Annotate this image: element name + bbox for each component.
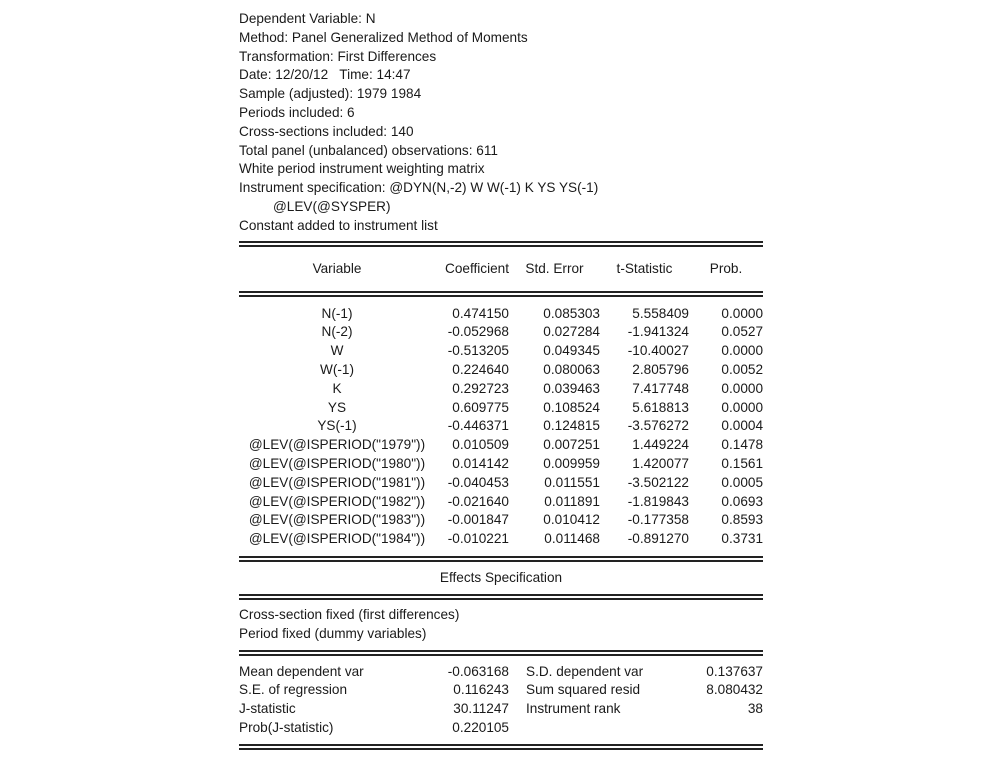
prob-value: 0.1478 [721, 437, 763, 453]
stat-label: Sum squared resid [526, 682, 641, 698]
variable-name: @LEV(@ISPERIOD("1983")) [248, 512, 426, 528]
table-row [239, 399, 763, 418]
coefficient-value: -0.001847 [447, 512, 509, 528]
header-line: Cross-sections included: 140 [239, 123, 414, 139]
table-row [239, 342, 763, 361]
prob-value: 0.0000 [721, 380, 763, 396]
coefficient-value: 0.474150 [452, 305, 509, 321]
coefficient-value: 0.609775 [452, 399, 509, 415]
prob-value: 0.0005 [721, 474, 763, 490]
col-header-variable: Variable [312, 260, 362, 276]
std-error-value: 0.010412 [543, 512, 600, 528]
coefficient-value: 0.014142 [452, 455, 509, 471]
table-row [239, 530, 763, 549]
stat-label: Instrument rank [526, 701, 621, 717]
header-line: Dependent Variable: N [239, 11, 376, 26]
stat-value: 0.220105 [452, 719, 509, 735]
table-row [239, 436, 763, 455]
t-statistic-value: 1.420077 [632, 455, 689, 471]
variable-name: YS [327, 399, 347, 415]
coefficient-value: 0.224640 [452, 361, 509, 377]
coefficient-value: -0.052968 [447, 324, 509, 340]
coefficient-value: 0.292723 [452, 380, 509, 396]
t-statistic-value: -10.40027 [627, 343, 689, 359]
std-error-value: 0.007251 [543, 437, 600, 453]
variable-name: W(-1) [320, 361, 354, 377]
header-line: Sample (adjusted): 1979 1984 [239, 86, 422, 102]
stat-value: 30.11247 [453, 701, 509, 717]
table-row [239, 380, 763, 399]
prob-value: 0.1561 [721, 455, 763, 471]
effects-title: Effects Specification [439, 569, 563, 585]
prob-value: 0.0000 [721, 305, 763, 321]
std-error-value: 0.049345 [543, 343, 600, 359]
variable-name: @LEV(@ISPERIOD("1979")) [248, 437, 426, 453]
variable-name: W [330, 343, 344, 359]
header-line: Method: Panel Generalized Method of Moments [239, 29, 528, 45]
stats-row [239, 700, 763, 719]
coefficient-value: 0.010509 [452, 437, 509, 453]
effects-line: Period fixed (dummy variables) [239, 625, 427, 641]
std-error-value: 0.108524 [543, 399, 600, 415]
std-error-value: 0.011551 [544, 474, 600, 490]
table-row [239, 511, 763, 530]
header-line: Constant added to instrument list [239, 217, 438, 233]
stat-label: Prob(J-statistic) [239, 719, 334, 735]
prob-value: 0.0052 [721, 361, 763, 377]
variable-name: N(-2) [321, 324, 353, 340]
stat-value: 38 [747, 701, 763, 717]
table-row [239, 361, 763, 380]
std-error-value: 0.085303 [543, 305, 600, 321]
col-header-t-statistic: t-Statistic [616, 260, 673, 276]
stat-value: 8.080432 [706, 682, 763, 698]
variable-name: @LEV(@ISPERIOD("1980")) [248, 455, 426, 471]
prob-value: 0.0693 [721, 493, 763, 509]
t-statistic-value: 7.417748 [632, 380, 689, 396]
table-row [239, 455, 763, 474]
stat-value: 0.137637 [706, 663, 763, 679]
table-row [239, 493, 763, 512]
prob-value: 0.0527 [721, 324, 763, 340]
stat-label: S.D. dependent var [526, 663, 644, 679]
std-error-value: 0.039463 [543, 380, 600, 396]
std-error-value: 0.027284 [543, 324, 600, 340]
t-statistic-value: 5.558409 [632, 305, 689, 321]
prob-value: 0.0000 [721, 399, 763, 415]
variable-name: @LEV(@ISPERIOD("1981")) [248, 474, 426, 490]
prob-value: 0.0000 [721, 343, 763, 359]
header-line: Date: 12/20/12 Time: 14:47 [239, 67, 411, 83]
header-line: Transformation: First Differences [239, 48, 437, 64]
header-line: @LEV(@SYSPER) [273, 198, 391, 214]
coefficient-value: -0.446371 [447, 418, 509, 434]
header-line: White period instrument weighting matrix [239, 161, 485, 177]
std-error-value: 0.124815 [543, 418, 600, 434]
prob-value: 0.0004 [721, 418, 763, 434]
table-row [239, 474, 763, 493]
variable-name: K [332, 380, 342, 396]
std-error-value: 0.011891 [544, 493, 600, 509]
header-line: Instrument specification: @DYN(N,-2) W W(-1) K YS YS(-1) [239, 180, 599, 196]
std-error-value: 0.011468 [544, 531, 600, 547]
col-header-coefficient: Coefficient [445, 260, 509, 276]
t-statistic-value: 2.805796 [632, 361, 689, 377]
std-error-value: 0.009959 [543, 455, 600, 471]
header-line: Periods included: 6 [239, 104, 355, 120]
effects-line: Cross-section fixed (first differences) [239, 606, 460, 622]
table-row [239, 305, 763, 324]
table-row [239, 323, 763, 342]
stat-value [696, 719, 763, 738]
col-header-prob: Prob. [709, 260, 743, 276]
t-statistic-value: -1.819843 [627, 493, 689, 509]
coefficient-value: -0.040453 [447, 474, 509, 490]
t-statistic-value: -0.177358 [627, 512, 689, 528]
std-error-value: 0.080063 [543, 361, 600, 377]
coefficient-value: -0.010221 [447, 531, 509, 547]
stat-value: -0.063168 [447, 663, 509, 679]
table-row [239, 417, 763, 436]
col-header-std-error: Std. Error [525, 260, 584, 276]
coefficient-value: -0.513205 [447, 343, 509, 359]
t-statistic-value: -1.941324 [627, 324, 689, 340]
variable-name: @LEV(@ISPERIOD("1982")) [248, 493, 426, 509]
double-rule [239, 744, 763, 750]
variable-name: N(-1) [321, 305, 353, 321]
variable-name: YS(-1) [317, 418, 357, 434]
prob-value: 0.3731 [721, 531, 763, 547]
prob-value: 0.8593 [721, 512, 763, 528]
stats-row [239, 719, 763, 738]
t-statistic-value: -3.502122 [627, 474, 689, 490]
stat-label [509, 719, 696, 738]
coefficient-table [239, 247, 763, 291]
t-statistic-value: -3.576272 [627, 418, 689, 434]
table-header-row [239, 247, 763, 291]
header-block [239, 10, 763, 236]
estimation-output [239, 10, 763, 750]
t-statistic-value: -0.891270 [627, 531, 689, 547]
stats-row [239, 663, 763, 682]
stat-label: J-statistic [239, 701, 296, 717]
stat-label: S.E. of regression [239, 682, 348, 698]
t-statistic-value: 5.618813 [632, 399, 689, 415]
stat-value: 0.116243 [453, 682, 509, 698]
coefficient-value: -0.021640 [447, 493, 509, 509]
variable-name: @LEV(@ISPERIOD("1984")) [248, 531, 426, 547]
header-line: Total panel (unbalanced) observations: 611 [239, 142, 498, 158]
coefficient-rows [239, 305, 763, 549]
stat-label: Mean dependent var [239, 663, 364, 679]
stats-row [239, 681, 763, 700]
t-statistic-value: 1.449224 [632, 437, 689, 453]
summary-stats-table [239, 663, 763, 738]
